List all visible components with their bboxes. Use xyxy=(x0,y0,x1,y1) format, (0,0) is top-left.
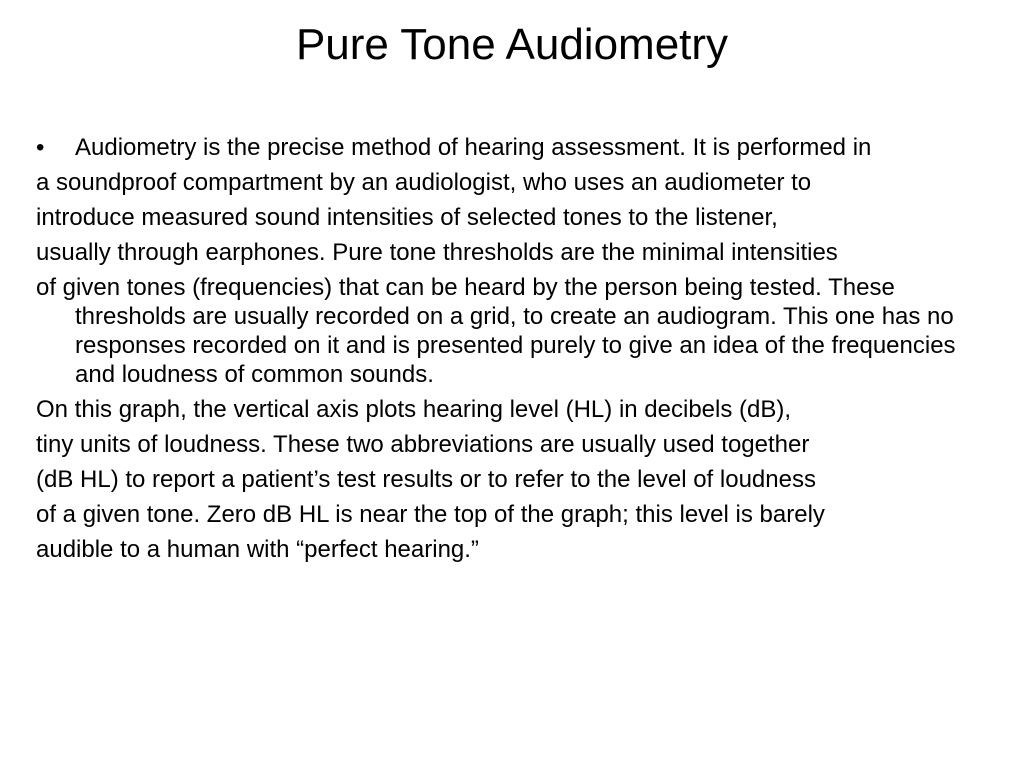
paragraph: audible to a human with “perfect hearing.” xyxy=(36,536,479,563)
paragraph: introduce measured sound intensities of selected tones to the listener, xyxy=(36,204,778,231)
paragraph: a soundproof compartment by an audiologist, who uses an audiometer to xyxy=(36,169,812,196)
paragraph: usually through earphones. Pure tone thresholds are the minimal intensities xyxy=(36,239,838,266)
bullet-icon: • xyxy=(36,134,45,161)
paragraph: tiny units of loudness. These two abbreviations are usually used together xyxy=(36,431,810,458)
paragraph: of given tones (frequencies) that can be heard by the person being tested. These thresholds are usually recorded on a grid, to create an audiogram. This one has no responses recorded on it and is presented purely to give an idea of the frequencies and loudness of common sounds. xyxy=(36,274,956,388)
bullet-paragraph xyxy=(36,133,996,162)
slide-title: Pure Tone Audiometry xyxy=(295,20,729,69)
paragraph-text: Audiometry is the precise method of hearing assessment. It is performed in xyxy=(75,134,872,161)
slide-body xyxy=(36,133,996,570)
paragraph: (dB HL) to report a patient’s test results or to refer to the level of loudness xyxy=(36,466,816,493)
paragraph: On this graph, the vertical axis plots hearing level (HL) in decibels (dB), xyxy=(36,396,792,423)
paragraph: of a given tone. Zero dB HL is near the top of the graph; this level is barely xyxy=(36,501,825,528)
